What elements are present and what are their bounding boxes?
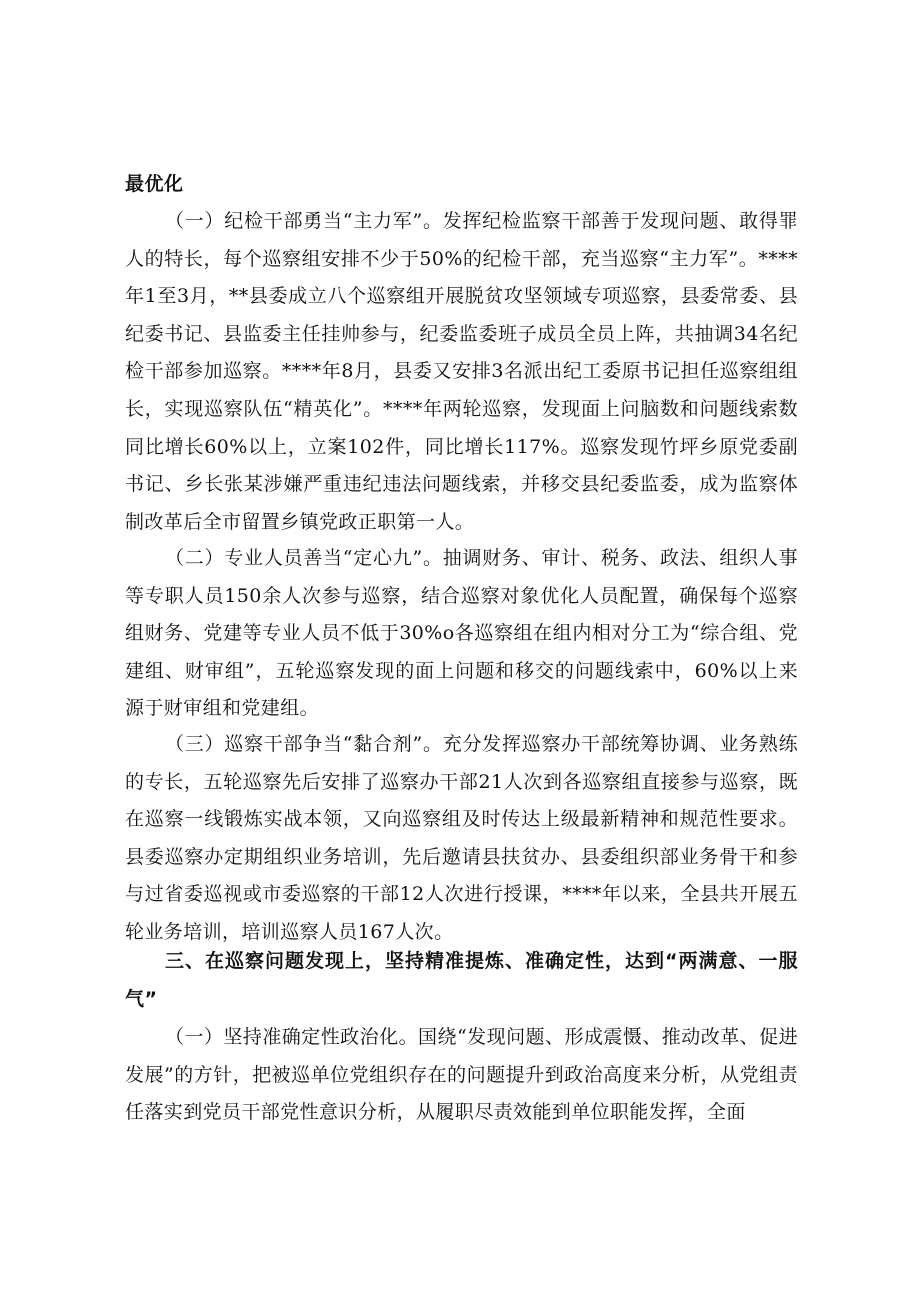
paragraph-discipline-cadres: （一）纪检干部勇当“主力军”。发挥纪检监察干部善于发现问题、敢得罪人的特长，每个巡察组安排不少于50%的纪检干部，充当巡察“主力军”。****年1至3月，**县委成立八个巡察组开展脱贫攻坚领域专项巡察，县委常委、县纪委书记、县监委主任挂帅参与，纪委监委班子成员全员上阵，共抽调34名纪检干部参加巡察。****年8月，县委又安排3名派出纪工委原书记担任巡察组组长，实现巡察队伍“精英化”。****年两轮巡察，发现面上问脑数和问题线索数同比增长60%以上，立案102件，同比增长117%。巡察发现竹坪乡原党委副书记、乡长张某涉嫌严重违纪违法问题线索，并移交县纪委监委，成为监察体制改革后全市留置乡镇党政正职第一人。: [125, 210, 798, 533]
section-heading-3: 三、在巡察问题发现上，坚持精准提炼、准确定性，达到“两满意、一服气”: [125, 950, 798, 1010]
paragraph-political-qualification: （一）坚持准确定性政治化。国绕“发现问题、形成震慑、推动改革、促进发展”的方针，把被巡单位党组织存在的问题提升到政治高度来分析，从党组责任落实到党员干部党性意识分析，从履职尽责效能到单位职能发挥，全面: [125, 1026, 798, 1124]
paragraph-professional-staff: （二）专业人员善当“定心九”。抽调财务、审计、税务、政法、组织人事等专职人员150余人次参与巡察，结合巡察对象优化人员配置，确保每个巡察组财务、党建等专业人员不低于30%o各巡察组在组内相对分工为“综合组、党建组、财审组”，五轮巡察发现的面上问题和移交的问题线索中，60%以上来源于财审组和党建组。: [125, 547, 798, 720]
section-heading-continuation: 最优化: [125, 173, 184, 195]
paragraph-inspection-cadres: （三）巡察干部争当“黏合剂”。充分发挥巡察办干部统筹协调、业务熟练的专长，五轮巡察先后安排了巡察办干部21人次到各巡察组直接参与巡察，既在巡察一线锻炼实战本领，又向巡察组及时传达上级最新精神和规范性要求。县委巡察办定期组织业务培训，先后邀请县扶贫办、县委组织部业务骨干和参与过省委巡视或市委巡察的干部12人次进行授课，****年以来，全县共开展五轮业务培训，培训巡察人员167人次。: [125, 733, 798, 943]
